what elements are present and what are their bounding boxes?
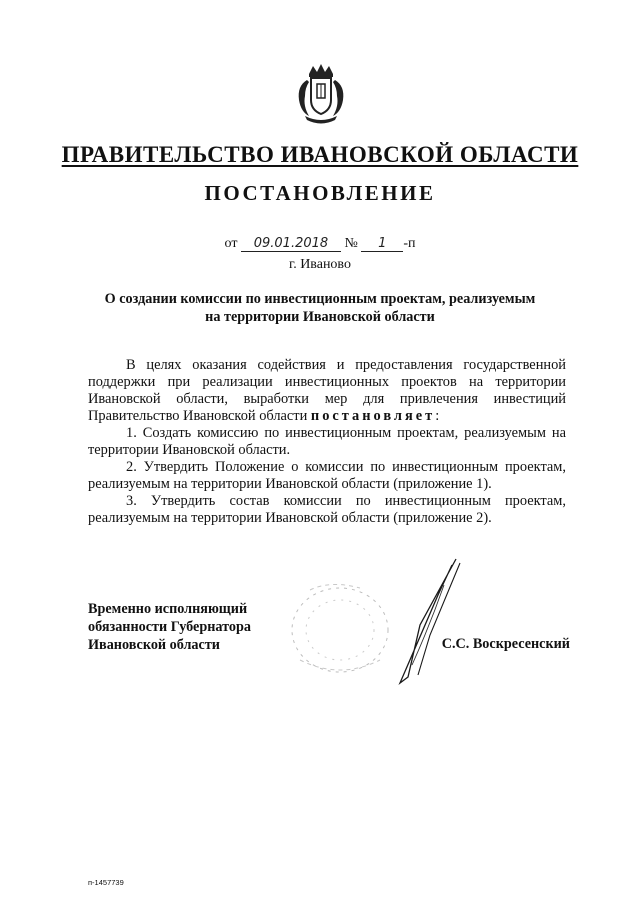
signer-line-1: Временно исполняющий — [88, 601, 248, 617]
document-subject — [90, 290, 550, 326]
signer-position — [88, 600, 308, 654]
item-3: 3. Утвердить состав комиссии по инвестиционным проектам, реализуемым на территории Ивановской области (приложение 2). — [88, 493, 566, 526]
signer-name: С.С. Воскресенский — [441, 636, 570, 652]
footer-code: п-1457739 — [88, 878, 124, 887]
ivanovo-coat-of-arms-icon — [287, 60, 355, 128]
document-body — [88, 357, 566, 527]
city: г. Иваново — [289, 257, 351, 272]
date-number-line — [0, 236, 640, 252]
intro-paragraph — [88, 357, 566, 425]
item-2: 2. Утвердить Положение о комиссии по инвестиционным проектам, реализуемым на территории Ивановской области (приложение 1). — [88, 459, 566, 492]
item-1: 1. Создать комиссию по инвестиционным проектам, реализуемым на территории Ивановской области. — [88, 425, 566, 458]
subject-line-2: на территории Ивановской области — [205, 309, 435, 325]
subject-line-1: О создании комиссии по инвестиционным проектам, реализуемым — [104, 291, 536, 307]
government-title: ПРАВИТЕЛЬСТВО ИВАНОВСКОЙ ОБЛАСТИ — [61, 142, 579, 167]
date-prefix: от — [224, 236, 238, 251]
number-suffix: -п — [403, 236, 416, 251]
signer-line-3: Ивановской области — [88, 637, 220, 653]
document-type: ПОСТАНОВЛЕНИЕ — [204, 181, 436, 205]
resolve-colon: : — [435, 408, 440, 424]
handwritten-signature-icon — [360, 555, 480, 685]
signer-line-2: обязанности Губернатора — [88, 619, 251, 635]
resolve-word: постановляет — [310, 408, 436, 424]
document-number: 1 — [361, 236, 403, 252]
document-date: 09.01.2018 — [241, 236, 341, 252]
intro-text: В целях оказания содействия и предоставления государственной поддержки при реализации инвестиционных проектов на территории Ивановской области, выработки мер для привлечения инвестиций Правительство Ивановской области — [88, 357, 566, 424]
number-prefix: № — [344, 236, 358, 251]
